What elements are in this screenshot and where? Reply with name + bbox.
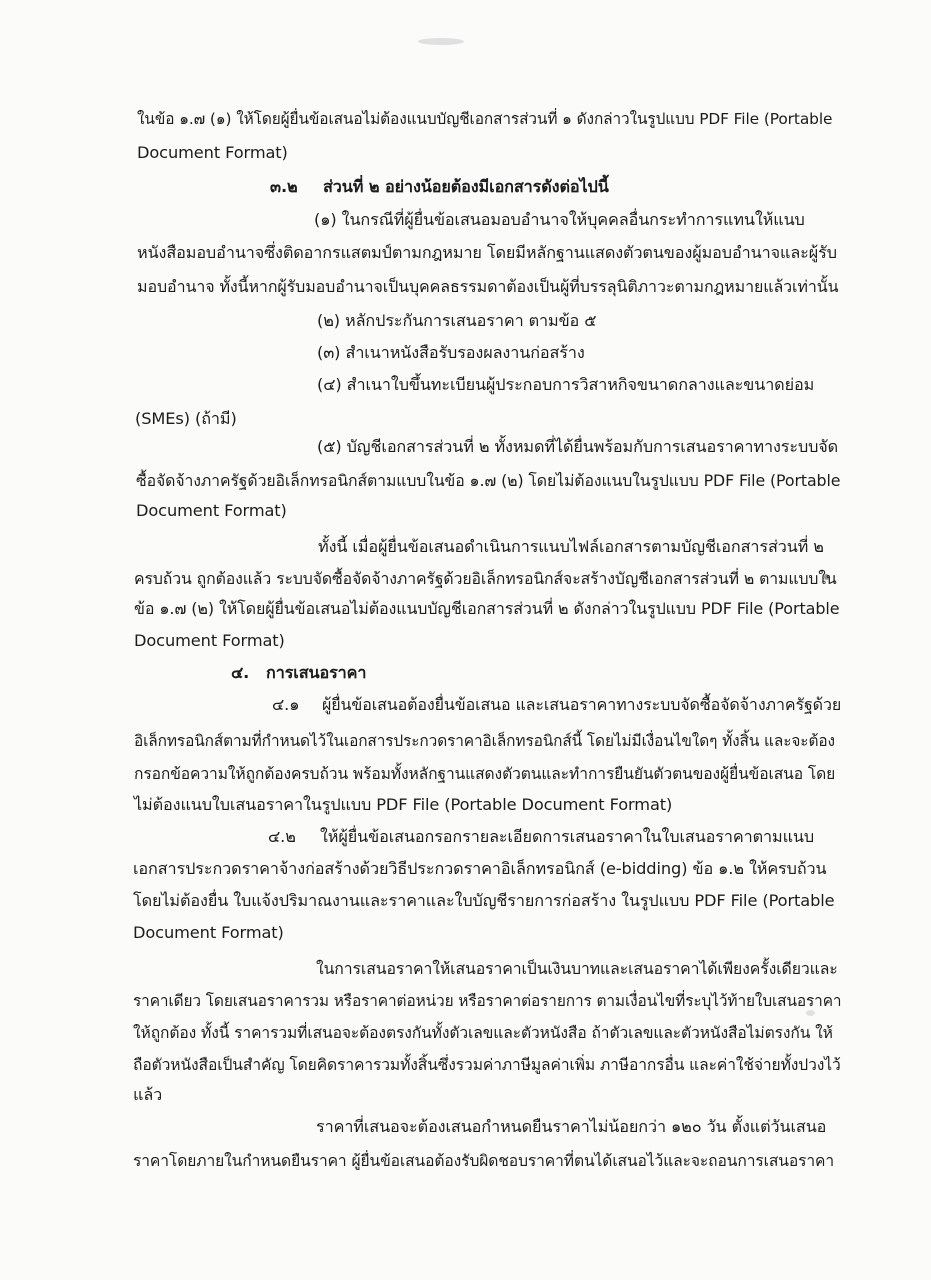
list-item: (๕) บัญชีเอกสารส่วนที่ ๒ ทั้งหมดที่ได้ยื่นพร้อมกับการเสนอราคาทางระบบจัด <box>317 437 839 456</box>
body-line: ข้อ ๑.๗ (๒) ให้โดยผู้ยื่นข้อเสนอไม่ต้องแนบบัญชีเอกสารส่วนที่ ๒ ดังกล่าวในรูปแบบ PDF File (Portable <box>134 599 840 618</box>
body-line: Document Format) <box>136 501 287 520</box>
body-line: ไม่ต้องแนบใบเสนอราคาในรูปแบบ PDF File (Portable Document Format) <box>134 795 673 814</box>
section-heading: การเสนอราคา <box>266 663 367 682</box>
section-number: ๔. <box>231 663 250 682</box>
subsection-number: ๔.๒ <box>268 827 296 846</box>
body-line: ราคาเดียว โดยเสนอราคารวม หรือราคาต่อหน่วย หรือราคาต่อรายการ ตามเงื่อนไขที่ระบุไว้ท้ายใบเสนอราคา <box>133 992 842 1010</box>
body-line: Document Format) <box>133 923 284 942</box>
body-line: ถือตัวหนังสือเป็นสำคัญ โดยคิดราคารวมทั้งสิ้นซึ่งรวมค่าภาษีมูลค่าเพิ่ม ภาษีอากรอื่น และค่าใช้จ่ายทั้งปวงไว้ <box>133 1056 841 1074</box>
body-line: ราคาโดยภายในกำหนดยืนราคา ผู้ยื่นข้อเสนอต้องรับผิดชอบราคาที่ตนได้เสนอไว้และจะถอนการเสนอราคา <box>133 1152 835 1170</box>
body-line: Document Format) <box>137 143 288 162</box>
body-line: แล้ว <box>133 1085 163 1104</box>
body-line: อิเล็กทรอนิกส์ตามที่กำหนดไว้ในเอกสารประกวดราคาอิเล็กทรอนิกส์นี้ โดยไม่มีเงื่อนไขใดๆ ทั้งสิ้น และจะต้อง <box>134 732 835 750</box>
subsection-number: ๔.๑ <box>272 695 300 714</box>
body-line: (SMEs) (ถ้ามี) <box>135 409 237 428</box>
body-line: Document Format) <box>134 631 285 650</box>
list-item: (๒) หลักประกันการเสนอราคา ตามข้อ ๕ <box>317 311 597 330</box>
body-line: มอบอำนาจ ทั้งนี้หากผู้รับมอบอำนาจเป็นบุคคลธรรมดาต้องเป็นผู้ที่บรรลุนิติภาวะตามกฎหมายแล้วเท่านั้น <box>137 277 839 296</box>
paragraph-start: ให้ผู้ยื่นข้อเสนอกรอกรายละเอียดการเสนอราคาในใบเสนอราคาตามแนบ <box>320 827 815 846</box>
list-item: (๑) ในกรณีที่ผู้ยื่นข้อเสนอมอบอำนาจให้บุคคลอื่นกระทำการแทนให้แนบ <box>314 210 805 229</box>
paragraph-start: ผู้ยื่นข้อเสนอต้องยื่นข้อเสนอ และเสนอราคาทางระบบจัดซื้อจัดจ้างภาครัฐด้วย <box>322 695 842 714</box>
body-line: ซื้อจัดจ้างภาครัฐด้วยอิเล็กทรอนิกส์ตามแบบในข้อ ๑.๗ (๒) โดยไม่ต้องแนบในรูปแบบ PDF File (Portable <box>136 471 841 490</box>
paragraph-start: ทั้งนี้ เมื่อผู้ยื่นข้อเสนอดำเนินการแนบไฟล์เอกสารตามบัญชีเอกสารส่วนที่ ๒ <box>318 537 824 556</box>
section-number: ๓.๒ <box>270 177 298 196</box>
paragraph-start: ในการเสนอราคาให้เสนอราคาเป็นเงินบาทและเสนอราคาได้เพียงครั้งเดียวและ <box>316 959 838 978</box>
body-line: ครบถ้วน ถูกต้องแล้ว ระบบจัดซื้อจัดจ้างภาครัฐด้วยอิเล็กทรอนิกส์จะสร้างบัญชีเอกสารส่วนที่ ๒ ตามแบบใน <box>134 569 837 588</box>
body-line: ให้ถูกต้อง ทั้งนี้ ราคารวมที่เสนอจะต้องตรงกันทั้งตัวเลขและตัวหนังสือ ถ้าตัวเลขและตัวหนังสือไม่ตรงกัน ให้ <box>133 1024 833 1042</box>
scan-smudge <box>418 38 464 45</box>
section-heading: ส่วนที่ ๒ อย่างน้อยต้องมีเอกสารดังต่อไปนี้ <box>323 177 609 196</box>
body-line: ในข้อ ๑.๗ (๑) ให้โดยผู้ยื่นข้อเสนอไม่ต้องแนบบัญชีเอกสารส่วนที่ ๑ ดังกล่าวในรูปแบบ PDF File (Portable <box>137 110 833 128</box>
body-line: หนังสือมอบอำนาจซึ่งติดอากรแสตมป์ตามกฎหมาย โดยมีหลักฐานแสดงตัวตนของผู้มอบอำนาจและผู้รับ <box>137 243 837 262</box>
list-item: (๔) สำเนาใบขึ้นทะเบียนผู้ประกอบการวิสาหกิจขนาดกลางและขนาดย่อม <box>317 375 815 394</box>
body-line: โดยไม่ต้องยื่น ใบแจ้งปริมาณงานและราคาและใบบัญชีรายการก่อสร้าง ในรูปแบบ PDF File (Portable <box>133 891 835 910</box>
paragraph-start: ราคาที่เสนอจะต้องเสนอกำหนดยืนราคาไม่น้อยกว่า ๑๒๐ วัน ตั้งแต่วันเสนอ <box>316 1117 827 1136</box>
list-item: (๓) สำเนาหนังสือรับรองผลงานก่อสร้าง <box>317 343 585 362</box>
body-line: กรอกข้อความให้ถูกต้องครบถ้วน พร้อมทั้งหลักฐานแสดงตัวตนและทำการยืนยันตัวตนของผู้ยื่นข้อเสนอ โดย <box>134 765 836 783</box>
body-line: เอกสารประกวดราคาจ้างก่อสร้างด้วยวิธีประกวดราคาอิเล็กทรอนิกส์ (e-bidding) ข้อ ๑.๒ ให้ครบถ้วน <box>133 859 827 878</box>
